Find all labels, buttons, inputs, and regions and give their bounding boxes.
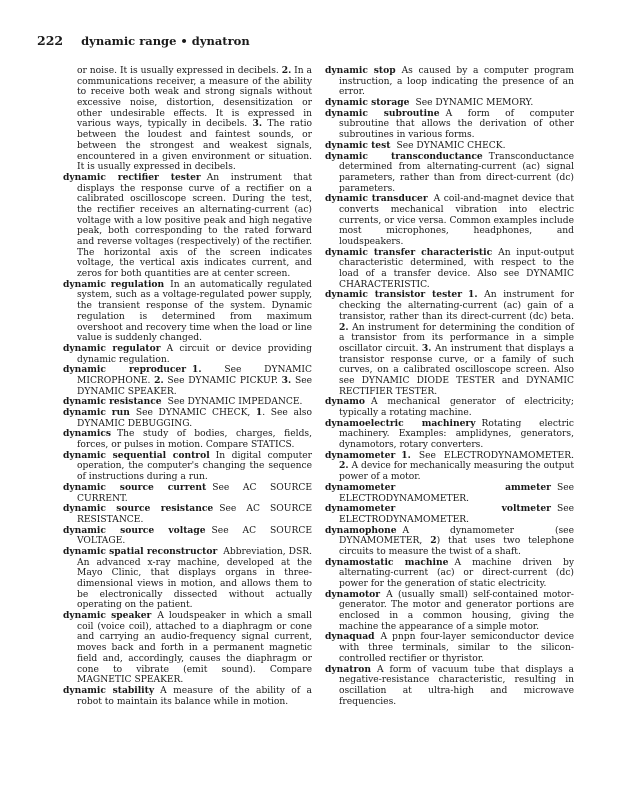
entry-term: dynamic source current (63, 481, 207, 493)
entry-definition: In digital computer operation, the computer's changing the sequence of instructions during a run. (77, 450, 312, 483)
entry-term: dynamometer (325, 449, 396, 461)
dictionary-entry (63, 686, 312, 707)
entry-term: dynamics (63, 428, 112, 440)
entry-definition: An instrument that displays the response curve of a rectifier on a calibrated oscilloscope screen. During the test, the rectifier receives an alternating-current (ac) voltage with a low positive peak and high negative peak, both corresponding to the rated forward and reverse voltages (respectively) of the rectifier. The horizontal axis of the screen indicates voltage, the vertical axis indicates current, and zeros for both quantities are at center screen. (77, 172, 312, 280)
dictionary-entry (63, 344, 312, 365)
entry-term: dynamometer voltmeter (325, 503, 551, 515)
entry-definition: Rotating electric machinery. Examples: amplidynes, generators, dynamotors, rotary converters. (339, 418, 574, 451)
entry-term: dynamic rectifier tester (63, 171, 201, 183)
dictionary-entry (63, 365, 312, 397)
entry-term: dynamic stability (63, 684, 155, 696)
entry-term: dynamic sequential control (63, 449, 210, 461)
entry-definition: An instrument for checking the alternating-current (ac) gain of a transistor, rather than its direct-current (dc) beta. (339, 290, 574, 322)
dictionary-entry (325, 558, 574, 590)
sense-number: 3. (281, 374, 292, 386)
entry-definition: In a communications receiver, a measure of the ability to receive both weak and strong signals without excessive noise, distortion, desensitization or other undesirable effects. It is expressed in various ways, typically in decibels. (77, 66, 312, 130)
entry-definition: or noise. It is usually expressed in decibels. (77, 66, 282, 76)
sense-number: 1. (401, 449, 411, 461)
entry-term: dynamic source voltage (63, 524, 206, 536)
dictionary-entry (325, 152, 574, 195)
entry-definition: See ELECTRODYNAMOMETER. (339, 482, 574, 504)
entry-definition: See DYNAMIC PICKUP. (163, 375, 282, 386)
entry-definition: See DYNAMIC MICROPHONE. (77, 365, 312, 386)
entry-definition: A (usually small) self-contained motor-generator. The motor and generator portions are enclosed in a common housing, giving the machine the appearance of a simple motor. (339, 589, 574, 632)
entry-definition: An instrument that displays a transistor response curve, or a family of such curves, on a calibrated oscilloscope screen. Also see DYNAMIC DIODE TESTER and DYNAMIC RECTIFIER TESTER. (339, 343, 574, 397)
entry-definition: A circuit or device providing dynamic regulation. (77, 343, 312, 365)
entry-definition: See ELECTRODYNAMOMETER. (339, 504, 574, 525)
dictionary-entry (63, 280, 312, 344)
entry-term: dynamic run (63, 407, 130, 418)
dictionary-entry (63, 526, 312, 547)
entry-definition: A coil-and-magnet device that converts mechanical vibration into electric currents, or vice versa. Common examples include most microphones, headphones, and loudspeakers. (339, 194, 574, 247)
dictionary-entry (63, 66, 312, 173)
entry-definition: See AC SOURCE RESISTANCE. (77, 504, 312, 525)
entry-term: dynamic transistor tester (325, 289, 463, 301)
entry-definition: The ratio between the loudest and faintest sounds, or between the strongest and weakest signals, encountered in a given environment or situation. It is usually expressed in decibels. (77, 119, 312, 173)
entry-definition: Transconductance determined from alternating-current (ac) signal parameters, rather than from direct-current (dc) parameters. (339, 151, 574, 194)
right-column (325, 66, 574, 707)
entry-definition: A machine driven by alternating-current (ac) or direct-current (dc) power for the generation of static electricity. (339, 557, 574, 589)
dictionary-entry (63, 429, 312, 450)
running-title: dynamic range • dynatron (81, 34, 250, 48)
entry-definition: A form of computer subroutine that allows the derivation of other subroutines in various forms. (339, 108, 575, 141)
sense-number: 2. (281, 65, 292, 76)
entry-term: dynamophone (325, 524, 397, 536)
dictionary-entry (325, 66, 574, 98)
dictionary-entry (325, 483, 574, 504)
entry-term: dynamic test (325, 139, 391, 151)
entry-term: dynamostatic machine (325, 556, 449, 568)
entry-definition: See DYNAMIC CHECK, (135, 408, 256, 418)
entry-definition: An instrument for determining the condition of a transistor from its performance in a simple oscillator circuit. (339, 322, 574, 354)
entry-definition: A device for mechanically measuring the output power of a motor. (339, 461, 574, 483)
sense-number: 2. (154, 374, 164, 386)
entry-definition: A mechanical generator of electricity; typically a rotating machine. (339, 397, 574, 418)
entry-definition: In an automatically regulated system, such as a voltage-regulated power supply, the transient response of the system. Dynamic regulation is determined from maximum overshoot and recovery time when the load or line value is suddenly changed. (77, 279, 312, 344)
entry-definition: A loudspeaker in which a small coil (voice coil), attached to a diaphragm or cone and carrying an audio-frequency signal current, moves back and forth in a permanent magnetic field and, accordingly, causes the diaphragm or cone to vibrate (emit sound). Compare MAGNETIC SPEAKER. (77, 611, 312, 686)
entry-term: dynamic subroutine (325, 107, 440, 119)
dictionary-entry (325, 526, 574, 558)
dictionary-entry (63, 451, 312, 483)
entry-term: dynamometer ammeter (325, 481, 551, 493)
entry-definition: The study of bodies, charges, fields, forces, or pulses in motion. Compare STATICS. (77, 429, 312, 451)
dictionary-entry (325, 590, 574, 633)
sense-number: 1 (255, 407, 263, 418)
entry-term: dynamic transfer characteristic (325, 246, 493, 258)
dictionary-entry (325, 141, 574, 152)
dictionary-entry (63, 483, 312, 504)
entry-definition: See DYNAMIC MEMORY. (415, 98, 534, 109)
dictionary-entry (63, 408, 312, 429)
dictionary-entry (325, 665, 574, 708)
entry-definition: A pnpn four-layer semiconductor device with three terminals, similar to the silicon-controlled rectifier or thyristor. (339, 632, 574, 664)
sense-number: 3. (252, 118, 263, 130)
entry-definition: See AC SOURCE VOLTAGE. (77, 525, 312, 547)
entry-term: dynamotor (325, 588, 381, 600)
page-number: 222 (37, 33, 64, 48)
entry-term: dynamic resistance (63, 396, 162, 408)
entry-definition: As caused by a computer program instruction, a loop indicating the presence of an error. (339, 66, 574, 98)
sense-number: 3. (421, 342, 432, 354)
dictionary-entry (63, 547, 312, 611)
dictionary-entry (325, 194, 574, 247)
dictionary-entry (63, 611, 312, 686)
entry-term: dynamic speaker (63, 610, 152, 622)
entry-term: dynamic regulation (63, 278, 165, 290)
dictionary-entry (325, 419, 574, 451)
dictionary-entry (325, 397, 574, 418)
entry-definition: A form of vacuum tube that displays a negative-resistance characteristic, resulting in oscillation at ultra-high and microwave frequencies. (339, 664, 574, 707)
entry-term: dynamic regulator (63, 342, 161, 354)
entry-term: dynamic source resistance (63, 503, 214, 515)
entry-definition: See DYNAMIC SPEAKER. (77, 375, 313, 397)
entry-term: dynamic transconductance (325, 150, 483, 162)
dictionary-entry (325, 632, 574, 664)
entry-term: dynamic stop (325, 65, 396, 76)
entry-term: dynamic storage (325, 97, 410, 109)
sense-number: 2 (430, 535, 437, 547)
entry-term: dynamo (325, 396, 365, 408)
entry-definition: See ELECTRODYNAMOMETER. (410, 450, 574, 461)
entry-definition: See DYNAMIC CHECK. (396, 140, 506, 151)
entry-definition: Abbreviation, DSR. An advanced x-ray machine, developed at the Mayo Clinic, that displays organs in three-dimensional views in motion, and allows them to be electronically dissected without actually operating on the patient. (77, 546, 312, 611)
running-header (37, 33, 250, 48)
entry-term: dynamic spatial reconstructor (63, 545, 218, 557)
entry-definition: An input-output characteristic determined, with respect to the load of a transfer device. Also see DYNAMIC CHARACTERISTIC. (339, 247, 574, 290)
entry-term: dynamoelectric machinery (325, 417, 476, 429)
entry-term: dynamic transducer (325, 193, 428, 205)
entry-term: dynatron (325, 663, 371, 675)
sense-number: 2. (339, 321, 349, 333)
sense-number: 2. (339, 460, 349, 472)
dictionary-entry (325, 504, 574, 525)
entry-definition: See DYNAMIC IMPEDANCE. (167, 397, 303, 408)
entry-term: dynamic reproducer (63, 364, 187, 376)
sense-number: 1. (468, 289, 478, 301)
entry-definition: A measure of the ability of a robot to maintain its balance while in motion. (77, 685, 312, 707)
entry-definition: A dynamometer (see DYNAMOMETER, (339, 525, 574, 547)
entry-term: dynaquad (325, 631, 375, 643)
dictionary-entry (325, 248, 574, 291)
sense-number: 1. (192, 364, 202, 376)
dictionary-entry (63, 173, 312, 280)
entry-definition: . See also DYNAMIC DEBUGGING. (77, 408, 312, 429)
dictionary-entry (325, 451, 574, 483)
entry-definition: ) that uses two telephone circuits to measure the twist of a shaft. (339, 536, 574, 557)
left-column (63, 66, 312, 707)
dictionary-entry (325, 290, 574, 397)
entry-definition: See AC SOURCE CURRENT. (77, 482, 312, 504)
dictionary-entry (63, 504, 312, 525)
dictionary-entry (325, 109, 574, 141)
